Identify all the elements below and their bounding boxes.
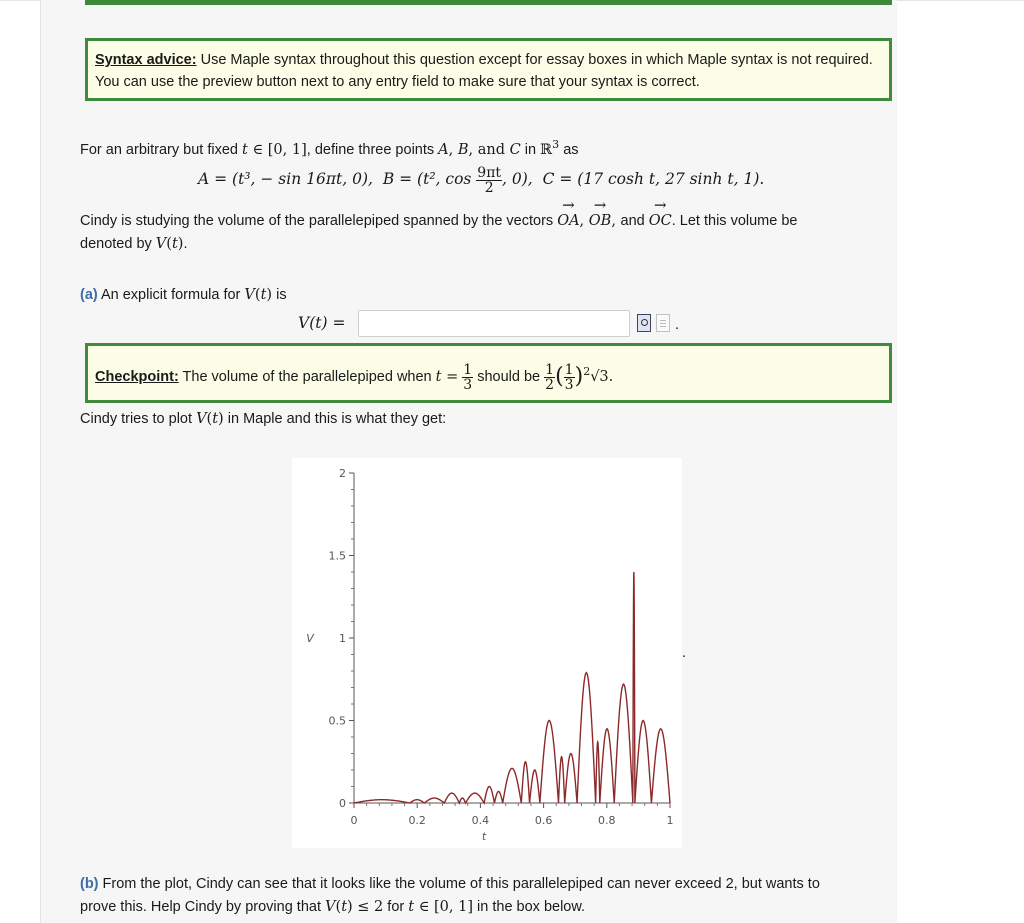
y-tick-label: 1.5 [328,549,346,563]
math-vt: V(t) [155,236,184,252]
math-vt-le-2: V(t) ≤ 2 [325,899,384,915]
math-t-in-interval: t ∈ [0, 1] [408,899,474,915]
x-tick-label: 0.6 [534,814,553,827]
points-definition [198,165,818,195]
math-points: A, B, and C [438,141,521,158]
preview-icon[interactable] [637,314,651,332]
math-r3: ℝ$^3$ [540,138,560,158]
x-tick-label: 0 [350,814,358,827]
part-b-line2-end: in the box below. [477,899,586,915]
math-t-eq: t = [435,368,459,385]
document-icon[interactable] [656,314,670,332]
math-t-interval: t ∈ [0, 1] [242,141,307,158]
frac-one-half: $\frac{1}{2}$ [545,361,555,393]
x-tick-label: 0.2 [408,814,426,827]
intro-text-3: in [524,141,537,158]
cindy-text-3: denoted by [80,236,152,252]
y-tick-label: 1 [339,632,346,645]
previous-box-border [85,0,892,5]
x-tick-label: 0.8 [598,814,616,827]
part-a-label: (a) [80,287,98,303]
cindy-text-1: Cindy is studying the volume of the parallelepiped spanned by the vectors [80,213,554,229]
plot-intro-text-1: Cindy tries to plot [80,411,193,427]
cindy-and: and [620,213,645,229]
syntax-advice-label: Syntax advice: [95,52,197,68]
y-tick-label: 0 [339,797,346,810]
answer-input-vt[interactable] [358,310,630,337]
y-tick-label: 0.5 [328,714,346,728]
answer-period: . [675,317,680,333]
part-b-line1: From the plot, Cindy can see that it looks like the volume of this parallelepiped can never exceed 2, but wants to [102,876,820,892]
math-sqrt3: √3. [590,368,614,385]
answer-lhs: V(t) = [298,314,346,332]
part-a-vt: V(t) [244,287,273,303]
checkpoint-content: Checkpoint: The volume of the parallelepiped when t = $\frac{1}{3}$ should be $\frac{1}{2}$ ( $\frac{1}{3}$ )$^2$√3. [95,361,614,393]
part-b-line2-pre: prove this. Help Cindy by proving that [80,899,321,915]
plot-intro-vt: V(t) [196,411,224,427]
point-c-def: C = (17 cosh t, 27 sinh t, 1). [542,170,765,188]
checkpoint-box [85,343,892,403]
intro-line [80,133,880,162]
cindy-paragraph: Cindy is studying the volume of the parallelepiped spanned by the vectors → OA, → OB, and → OC. Let this volume be denoted by V(t). [80,210,880,256]
part-b [80,873,910,919]
point-b-def-post: , 0), [502,170,533,188]
part-b-line2-mid: for [387,899,405,915]
frac-den: 2 [484,179,494,196]
x-tick-label: 0.4 [471,814,490,827]
part-a-text-end: is [276,287,287,303]
point-b-fraction [476,166,502,195]
checkpoint-text: The volume of the parallelepiped when [178,368,432,385]
intro-text-1: For an arbitrary but fixed [80,141,238,158]
vector-oc: → OC [649,213,672,229]
part-b-label: (b) [80,876,99,892]
intro-text-2: , define three points [306,141,435,158]
checkpoint-label: Checkpoint: [95,368,179,385]
x-axis-label: t [481,830,487,843]
frac-one-third: $\frac{1}{3}$ [463,361,473,393]
maple-plot [292,458,682,848]
vectors: → OA, → OB, [557,213,620,229]
syntax-advice-box [85,38,892,101]
y-tick-label: 2 [339,467,346,480]
y-axis-label: V [306,632,314,645]
intro-text-4: as [563,141,579,158]
part-a-line [80,284,287,307]
plot-intro-text-2: in Maple and this is what they get: [227,411,447,427]
series-line-v [354,572,670,803]
checkpoint-should-be: should be [477,368,541,385]
x-tick-label: 1 [666,814,674,827]
part-a-text: An explicit formula for [100,287,241,303]
plot-intro [80,408,446,431]
point-a-def: A = (t³, − sin 16πt, 0), [198,170,373,188]
point-b-def-pre: B = (t², cos [382,170,472,188]
frac-one-third-2: $\frac{1}{3}$ [564,361,574,393]
plot-period: . [682,645,687,661]
frac-num: 9πt [477,164,502,181]
plot-svg [292,458,682,848]
syntax-advice-text: Use Maple syntax throughout this question except for essay boxes in which Maple syntax is not required. You can use the preview button next to any entry field to make sure that your syntax is correct. [95,52,873,90]
cindy-text-2: . Let this volume be [671,213,798,229]
